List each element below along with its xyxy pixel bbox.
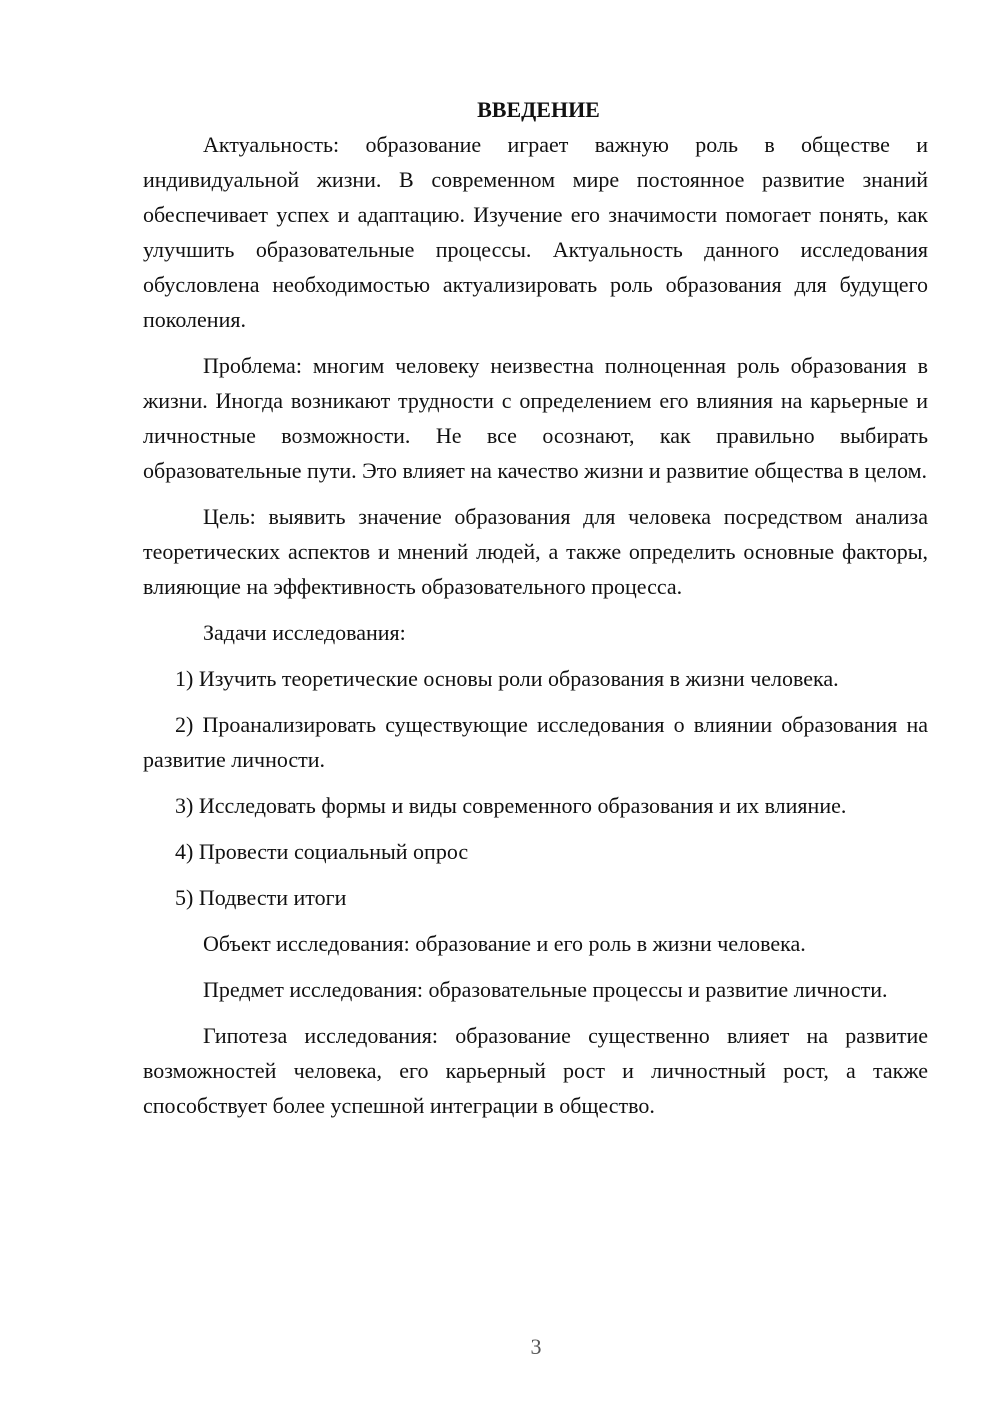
object-paragraph: Объект исследования: образование и его роль в жизни человека. [203,931,806,956]
hypothesis-paragraph: Гипотеза исследования: образование существенно влияет на развитие возможностей человека, его карьерный рост и личностный рост, а также способствует более успешной интеграции в общество. [143,1023,928,1118]
problem-paragraph: Проблема: многим человеку неизвестна полноценная роль образования в жизни. Иногда возникают трудности с определением его влияния на карьерные и личностные возможности. Не все осознают, как правильно выбирать образовательные пути. Это влияет на качество жизни и развитие общества в целом. [143,353,928,483]
task-item: 3) Исследовать формы и виды современного образования и их влияние. [175,793,847,818]
section-title: ВВЕДЕНИЕ [477,97,600,122]
page-content [143,92,928,1134]
task-item: 2) Проанализировать существующие исследования о влиянии образования на развитие личности. [143,712,928,772]
tasks-heading: Задачи исследования: [203,620,406,645]
page-number: 3 [530,1334,542,1359]
relevance-paragraph: Актуальность: образование играет важную роль в обществе и индивидуальной жизни. В современном мире постоянное развитие знаний обеспечивает успех и адаптацию. Изучение его значимости помогает понять, как улучшить образовательные процессы. Актуальность данного исследования обусловлена необходимостью актуализировать роль образования для будущего поколения. [143,132,928,332]
subject-paragraph: Предмет исследования: образовательные процессы и развитие личности. [203,977,888,1002]
task-item: 4) Провести социальный опрос [175,839,469,864]
goal-paragraph: Цель: выявить значение образования для человека посредством анализа теоретических аспектов и мнений людей, а также определить основные факторы, влияющие на эффективность образовательного процесса. [143,504,928,599]
task-item: 1) Изучить теоретические основы роли образования в жизни человека. [175,666,839,691]
task-item: 5) Подвести итоги [175,885,347,910]
